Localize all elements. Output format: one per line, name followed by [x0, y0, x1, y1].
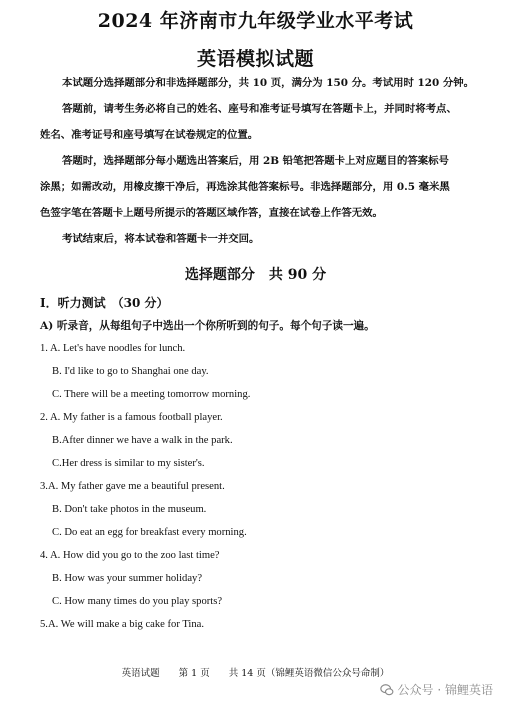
instructions [40, 70, 490, 252]
page-footer: 英语试题 第 1 页 共 14 页（锦鲤英语微信公众号命制） [121, 668, 390, 679]
section-title: 选择题部分 共 90 分 [184, 267, 327, 283]
watermark-text: 公众号 · 锦鲤英语 [397, 683, 493, 697]
question-item: 5.A. We will make a big cake for Tina. [40, 619, 205, 630]
question-item: 3.A. My father gave me a beautiful present. [40, 481, 225, 492]
instruction-line: 本试题分选择题部分和非选择题部分，共 10 页，满分为 150 分。考试用时 120 分钟。 [62, 77, 475, 89]
question-item: 2. A. My father is a famous football player. [40, 412, 223, 423]
instruction-line: 答题时，选择题部分每小题选出答案后，用 2B 铅笔把答题卡上对应题目的答案标号 [62, 155, 449, 167]
question-item: B. How was your summer holiday? [52, 573, 203, 584]
question-item: C.Her dress is similar to my sister's. [52, 458, 205, 469]
instruction-line: 色签字笔在答题卡上题号所提示的答题区域作答，直接在试卷上作答无效。 [40, 207, 383, 219]
exam-subtitle: 英语模拟试题 [196, 48, 314, 70]
watermark [380, 681, 493, 698]
question-item: 4. A. How did you go to the zoo last time? [40, 550, 220, 561]
instruction-line: 姓名、准考证号和座号填写在试卷规定的位置。 [40, 129, 259, 141]
question-item: B.After dinner we have a walk in the park. [52, 435, 233, 446]
question-item: C. Do eat an egg for breakfast every morning. [52, 527, 247, 538]
question-item: C. How many times do you play sports? [52, 596, 223, 607]
question-item: B. Don't take photos in the museum. [52, 504, 207, 515]
question-item: C. There will be a meeting tomorrow morning. [52, 389, 251, 400]
part-title: I．听力测试 （30 分） [40, 296, 169, 310]
question-item: 1. A. Let's have noodles for lunch. [40, 343, 186, 354]
question-item: B. I'd like to go to Shanghai one day. [52, 366, 209, 377]
part-a-instruction: A) 听录音，从每组句子中选出一个你所听到的句子。每个句子读一遍。 [40, 320, 375, 332]
instruction-line: 考试结束后，将本试卷和答题卡一并交回。 [62, 233, 260, 245]
wechat-icon [380, 683, 394, 697]
instruction-line: 涂黑；如需改动，用橡皮擦干净后，再选涂其他答案标号。非选择题部分，用 0.5 毫米黑 [40, 181, 450, 193]
instruction-line: 答题前，请考生务必将自己的姓名、座号和准考证号填写在答题卡上，并同时将考点、 [62, 103, 457, 115]
exam-title: 2024 年济南市九年级学业水平考试 [97, 10, 414, 32]
